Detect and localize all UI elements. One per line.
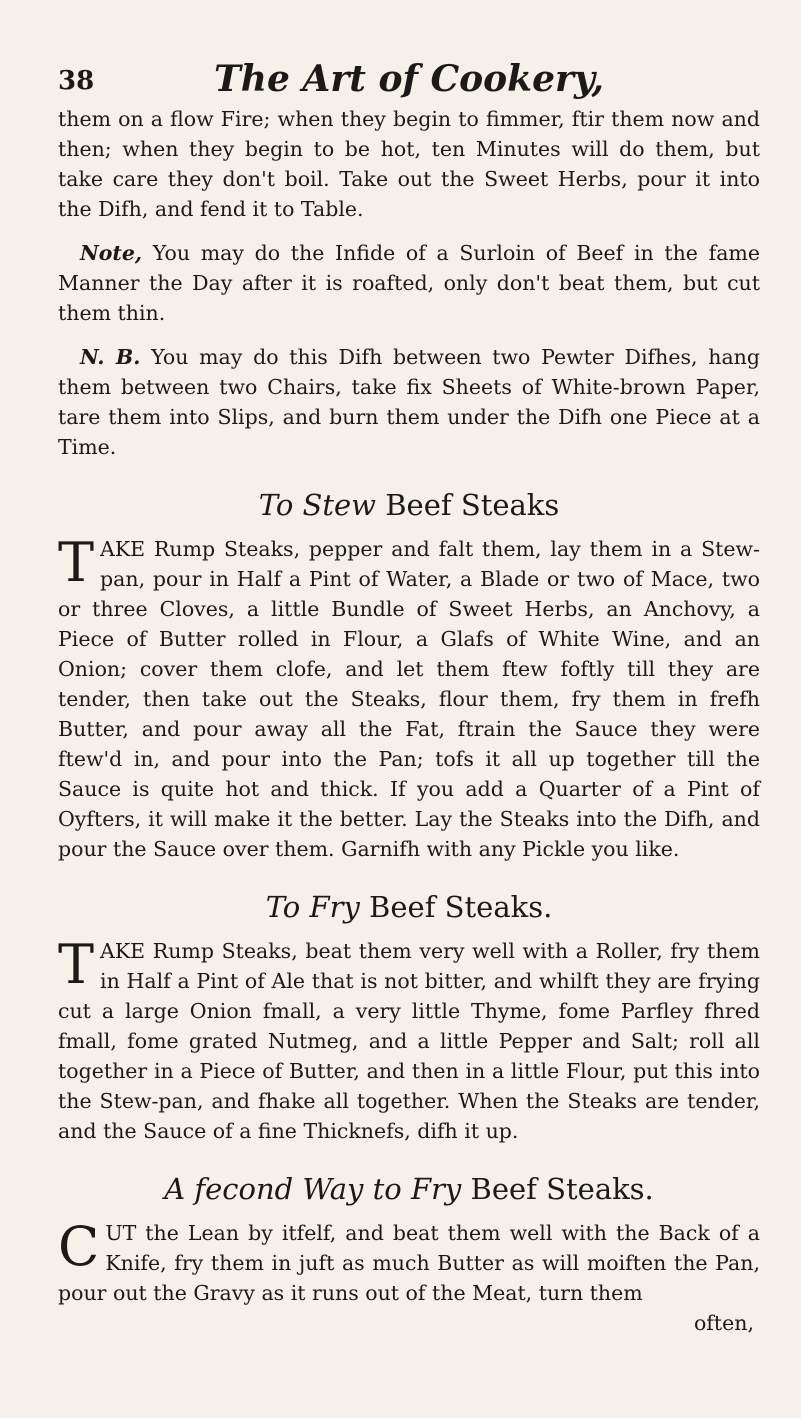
recipe-body-stew xyxy=(58,531,760,864)
recipe-text: AKE Rump Steaks, pepper and falt them, lay them in a Stew-pan, pour in Half a Pint of Water, a Blade or two of Mace, two or three Cloves, a little Bundle of Sweet Herbs, an Anchovy, a Piece of Butter rolled in Flour, a Glafs of White Wine, and an Onion; cover them clofe, and let them ftew foftly till they are tender, then take out the Steaks, flour them, fry them in frefh Butter, and pour away all the Fat, ftrain the Sauce they were ftew'd in, and pour into the Pan; tofs it all up together till the Sauce is quite hot and thick. If you add a Quarter of a Pint of Oyfters, it will make it the better. Lay the Steaks into the Difh, and pour the Sauce over them. Garnifh with any Pickle you like. xyxy=(58,537,760,861)
nb-label: N. B. xyxy=(80,345,141,369)
recipe-body-fry xyxy=(58,933,760,1146)
drop-cap: C xyxy=(58,1215,100,1278)
note-text: You may do the Infide of a Surloin of Beef in the fame Manner the Day after it is roafted, only don't beat them, but cut them thin. xyxy=(58,241,760,325)
heading-italic: To Stew xyxy=(258,488,377,522)
heading-rest: Beef Steaks. xyxy=(461,1172,654,1206)
note-label: Note, xyxy=(80,241,143,265)
recipe-text: AKE Rump Steaks, beat them very well with a Roller, fry them in Half a Pint of Ale that is not bitter, and whilft they are frying cut a large Onion fmall, a very little Thyme, fome Parfley fhred fmall, fome grated Nutmeg, and a little Pepper and Salt; roll all together in a Piece of Butter, and then in a little Flour, put this into the Stew-pan, and fhake all together. When the Steaks are tender, and the Sauce of a fine Thicknefs, difh it up. xyxy=(58,939,760,1143)
recipe-text: UT the Lean by itfelf, and beat them well with the Back of a Knife, fry them in juft as much Butter as will moiften the Pan, pour out the Gravy as it runs out of the Meat, turn them xyxy=(58,1221,760,1305)
recipe-heading-fry xyxy=(58,890,760,924)
heading-italic: A fecond Way to Fry xyxy=(164,1172,462,1206)
drop-cap: T xyxy=(58,531,95,594)
note-paragraph xyxy=(58,238,760,328)
book-page xyxy=(58,58,760,1338)
heading-rest: Beef Steaks. xyxy=(359,890,553,924)
heading-rest: Beef Steaks xyxy=(376,488,560,522)
nb-text: You may do this Difh between two Pewter Difhes, hang them between two Chairs, take fix Sheets of White-brown Paper, tare them into Slips, and burn them under the Difh one Piece at a Time. xyxy=(58,345,760,459)
page-number: 38 xyxy=(58,66,95,96)
recipe-body-second-fry xyxy=(58,1215,760,1308)
recipe-heading-stew xyxy=(58,488,760,522)
nb-paragraph xyxy=(58,342,760,462)
catchword: often, xyxy=(693,1311,754,1335)
intro-paragraph: them on a flow Fire; when they begin to fimmer, ftir them now and then; when they begin to be hot, ten Minutes will do them, but take care they don't boil. Take out the Sweet Herbs, pour it into the Difh, and fend it to Table. xyxy=(58,107,760,221)
running-title: The Art of Cookery, xyxy=(214,58,604,100)
running-head xyxy=(58,58,760,104)
drop-cap: T xyxy=(58,933,95,996)
heading-italic: To Fry xyxy=(265,890,360,924)
recipe-heading-second-fry xyxy=(58,1172,760,1206)
